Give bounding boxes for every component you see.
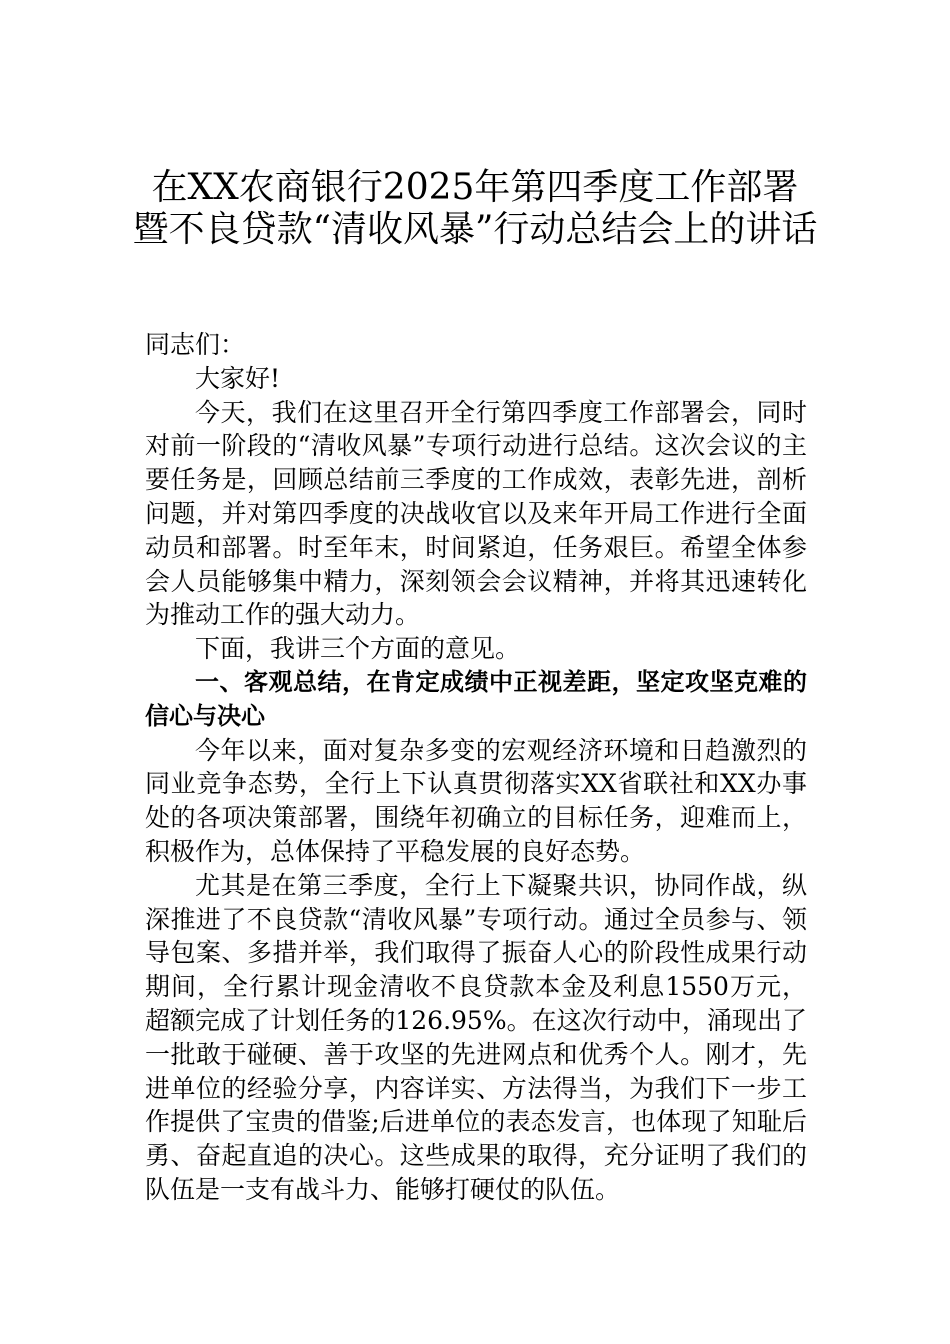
greeting: 大家好! xyxy=(195,363,281,393)
title-line-1: 在XX农商银行2025年第四季度工作部署 xyxy=(151,167,799,208)
paragraph-section1-b: 尤其是在第三季度，全行上下凝聚共识，协同作战，纵深推进了不良贷款“清收风暴”专项行动。通过全员参与、领导包案、多措并举，我们取得了振奋人心的阶段性成果行动期间，全行累计现金清收不良贷款本金及利息1550万元，超额完成了计划任务的126.95%。在这次行动中，涌现出了一批敢于碰硬、善于攻坚的先进网点和优秀个人。刚才，先进单位的经验分享，内容详实、方法得当，为我们下一步工作提供了宝贵的借鉴;后进单位的表态发言，也体现了知耻后勇、奋起直追的决心。这些成果的取得，充分证明了我们的队伍是一支有战斗力、能够打硬仗的队伍。 xyxy=(145,870,807,1204)
salutation: 同志们： xyxy=(145,330,246,359)
paragraph-opening: 今天，我们在这里召开全行第四季度工作部署会，同时对前一阶段的“清收风暴”专项行动进行总结。这次会议的主要任务是，回顾总结前三季度的工作成效，表彰先进，剖析问题，并对第四季度的决战收官以及来年开局工作进行全面动员和部署。时至年末，时间紧迫，任务艰巨。希望全体参会人员能够集中精力，深刻领会会议精神，并将其迅速转化为推动工作的强大动力。 xyxy=(145,397,807,630)
paragraph-section1-a: 今年以来，面对复杂多变的宏观经济环境和日趋激烈的同业竞争态势，全行上下认真贯彻落实XX省联社和XX办事处的各项决策部署，围绕年初确立的目标任务，迎难而上，积极作为，总体保持了平稳发展的良好态势。 xyxy=(145,735,807,866)
speech-body xyxy=(145,328,807,1207)
title-line-2: 暨不良贷款“清收风暴”行动总结会上的讲话 xyxy=(132,209,818,250)
section-heading-1: 一、客观总结，在肯定成绩中正视差距，坚定攻坚克难的信心与决心 xyxy=(145,667,807,730)
paragraph-outline: 下面，我讲三个方面的意见。 xyxy=(195,634,521,664)
